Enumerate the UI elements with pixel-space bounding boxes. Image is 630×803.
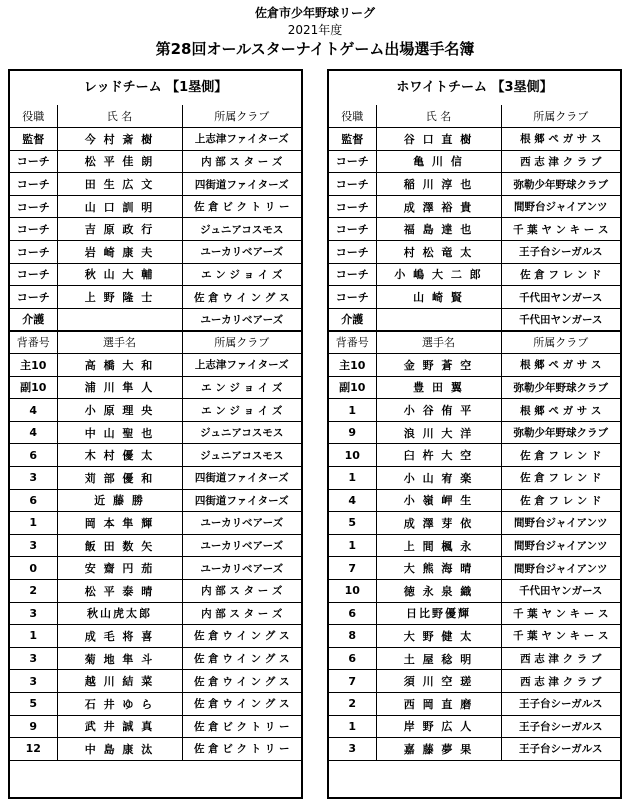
league-name: 佐倉市少年野球リーグ: [254, 6, 375, 20]
staff-row: [10, 286, 301, 309]
player-row: [329, 557, 620, 580]
player-club: 間野台ジャイアンツ: [501, 512, 620, 535]
staff-role: コーチ: [329, 241, 376, 264]
player-row: [329, 489, 620, 512]
player-name: 小 谷 侑 平: [376, 399, 501, 422]
player-number: 3: [10, 670, 57, 693]
staff-club: 弥勒少年野球クラブ: [501, 173, 620, 196]
staff-role: コーチ: [329, 263, 376, 286]
player-club: 佐 倉 ウ イ ン グ ス: [182, 647, 301, 670]
player-club: 間野台ジャイアンツ: [501, 557, 620, 580]
staff-row: [10, 128, 301, 151]
staff-name: 山 崎 賢: [376, 286, 501, 309]
staff-role: 介護: [329, 308, 376, 331]
staff-name: 村 松 竜 太: [376, 241, 501, 264]
player-name: 成 毛 将 喜: [57, 625, 182, 648]
player-club: 王子台シーガルス: [501, 692, 620, 715]
staff-club: 四街道ファイターズ: [182, 173, 301, 196]
staff-club: 佐 倉 ビ ク ト リ ー: [182, 195, 301, 218]
player-club: エ ン ジ ョ イ ズ: [182, 376, 301, 399]
player-header-row: [329, 331, 620, 354]
player-header-row: [10, 331, 301, 354]
player-club: 王子台シーガルス: [501, 738, 620, 761]
player-row: [10, 692, 301, 715]
player-number: 2: [10, 579, 57, 602]
player-row: [10, 647, 301, 670]
club-column-header: 所属クラブ: [501, 331, 620, 354]
player-name: 嘉 藤 夢 果: [376, 738, 501, 761]
player-number: 3: [10, 602, 57, 625]
player-number: 1: [329, 467, 376, 490]
player-number: 0: [10, 557, 57, 580]
number-column-header: 背番号: [329, 331, 376, 354]
player-row: [10, 489, 301, 512]
player-number: 副10: [10, 376, 57, 399]
staff-role: コーチ: [10, 263, 57, 286]
player-row: [10, 670, 301, 693]
player-number: 8: [329, 625, 376, 648]
player-name: 安 齋 円 茄: [57, 557, 182, 580]
club-column-header: 所属クラブ: [182, 105, 301, 128]
player-row: [329, 738, 620, 761]
player-row: [329, 354, 620, 377]
player-club: 西 志 津 ク ラ ブ: [501, 647, 620, 670]
staff-name: 松 平 佳 朗: [57, 150, 182, 173]
player-club: 佐 倉 ウ イ ン グ ス: [182, 670, 301, 693]
staff-club: 王子台シーガルス: [501, 241, 620, 264]
staff-club: ジュニアコスモス: [182, 218, 301, 241]
player-name: 日比野優輝: [376, 602, 501, 625]
name-column-header: 氏 名: [57, 105, 182, 128]
staff-role: コーチ: [10, 286, 57, 309]
player-name: 中 山 聖 也: [57, 421, 182, 444]
player-number: 2: [329, 692, 376, 715]
player-name-column-header: 選手名: [376, 331, 501, 354]
player-number: 7: [329, 557, 376, 580]
player-club: 王子台シーガルス: [501, 715, 620, 738]
player-club: 弥勒少年野球クラブ: [501, 421, 620, 444]
staff-row: [329, 263, 620, 286]
staff-role: 介護: [10, 308, 57, 331]
player-club: ユーカリベアーズ: [182, 512, 301, 535]
staff-name: 山 口 訓 明: [57, 195, 182, 218]
player-row: [329, 647, 620, 670]
player-name: 近 藤 勝: [57, 489, 182, 512]
player-club: 弥勒少年野球クラブ: [501, 376, 620, 399]
player-row: [329, 579, 620, 602]
club-column-header: 所属クラブ: [182, 331, 301, 354]
player-row: [10, 399, 301, 422]
staff-name: 亀 川 信: [376, 150, 501, 173]
player-number: 3: [329, 738, 376, 761]
staff-row: [329, 173, 620, 196]
staff-club: ユーカリベアーズ: [182, 308, 301, 331]
player-row: [329, 625, 620, 648]
staff-club: ユーカリベアーズ: [182, 241, 301, 264]
white-team-roster-table: [329, 105, 620, 761]
player-row: [10, 444, 301, 467]
player-row: [329, 467, 620, 490]
season-year: 2021年度: [287, 23, 343, 37]
staff-row: [329, 218, 620, 241]
staff-role: コーチ: [10, 241, 57, 264]
player-club: 佐 倉 ウ イ ン グ ス: [182, 625, 301, 648]
staff-name: 秋 山 大 輔: [57, 263, 182, 286]
player-name: 須 川 空 瑳: [376, 670, 501, 693]
player-number: 1: [10, 512, 57, 535]
staff-row: [329, 150, 620, 173]
player-row: [10, 602, 301, 625]
staff-role: コーチ: [329, 286, 376, 309]
player-club: 千 葉 ヤ ン キ ー ス: [501, 602, 620, 625]
player-name: 小 原 理 央: [57, 399, 182, 422]
player-club: 内 部 ス タ ー ズ: [182, 602, 301, 625]
player-row: [329, 715, 620, 738]
player-row: [10, 579, 301, 602]
staff-name: 福 島 達 也: [376, 218, 501, 241]
player-number: 5: [10, 692, 57, 715]
player-name: 大 野 健 太: [376, 625, 501, 648]
player-number: 3: [10, 534, 57, 557]
player-club: 佐 倉 フ レ ン ド: [501, 467, 620, 490]
player-number: 12: [10, 738, 57, 761]
red-team-roster-table: [10, 105, 301, 761]
staff-row: [10, 218, 301, 241]
staff-row: [10, 241, 301, 264]
player-club: 内 部 ス タ ー ズ: [182, 579, 301, 602]
staff-header-row: [329, 105, 620, 128]
player-name: 成 澤 芽 依: [376, 512, 501, 535]
player-row: [329, 512, 620, 535]
staff-name: 小 嶋 大 二 郎: [376, 263, 501, 286]
player-number: 9: [10, 715, 57, 738]
staff-row: [10, 173, 301, 196]
player-number: 3: [10, 647, 57, 670]
player-name: 岡 本 隼 輝: [57, 512, 182, 535]
player-club: ジュニアコスモス: [182, 444, 301, 467]
player-name: 臼 杵 大 空: [376, 444, 501, 467]
player-number: 主10: [10, 354, 57, 377]
player-number: 10: [329, 579, 376, 602]
player-name: 金 野 蒼 空: [376, 354, 501, 377]
player-row: [10, 421, 301, 444]
player-row: [10, 534, 301, 557]
staff-name: 稲 川 淳 也: [376, 173, 501, 196]
staff-name: 田 生 広 文: [57, 173, 182, 196]
player-row: [10, 557, 301, 580]
player-club: 西 志 津 ク ラ ブ: [501, 670, 620, 693]
player-row: [10, 354, 301, 377]
staff-name: 吉 原 政 行: [57, 218, 182, 241]
player-name: 石 井 ゆ ら: [57, 692, 182, 715]
player-name: 土 屋 稔 明: [376, 647, 501, 670]
staff-club: エ ン ジ ョ イ ズ: [182, 263, 301, 286]
player-name: 浪 川 大 洋: [376, 421, 501, 444]
player-name: 菊 地 隼 斗: [57, 647, 182, 670]
player-club: 千 葉 ヤ ン キ ー ス: [501, 625, 620, 648]
player-row: [10, 738, 301, 761]
staff-name: 上 野 隆 士: [57, 286, 182, 309]
staff-role: コーチ: [329, 173, 376, 196]
team-title: ホワイトチーム 【3塁側】: [329, 71, 620, 106]
player-number: 5: [329, 512, 376, 535]
player-number: 6: [329, 647, 376, 670]
player-club: 佐 倉 フ レ ン ド: [501, 489, 620, 512]
staff-row: [329, 128, 620, 151]
player-number: 10: [329, 444, 376, 467]
staff-name: 成 澤 裕 貴: [376, 195, 501, 218]
player-name: 上 間 楓 永: [376, 534, 501, 557]
player-name: 小 嶺 岬 生: [376, 489, 501, 512]
staff-row: [329, 308, 620, 331]
staff-club: 千 葉 ヤ ン キ ー ス: [501, 218, 620, 241]
player-name: 小 山 宥 楽: [376, 467, 501, 490]
role-column-header: 役職: [10, 105, 57, 128]
staff-club: 間野台ジャイアンツ: [501, 195, 620, 218]
staff-row: [10, 308, 301, 331]
red-team-panel: [8, 69, 303, 799]
staff-role: コーチ: [329, 195, 376, 218]
staff-club: 根 郷 ペ ガ サ ス: [501, 128, 620, 151]
player-number: 副10: [329, 376, 376, 399]
player-club: 間野台ジャイアンツ: [501, 534, 620, 557]
staff-name: 今 村 斎 樹: [57, 128, 182, 151]
player-name: 飯 田 数 矢: [57, 534, 182, 557]
staff-row: [10, 263, 301, 286]
player-row: [329, 421, 620, 444]
player-name: 木 村 優 太: [57, 444, 182, 467]
staff-club: 佐 倉 ウ イ ン グ ス: [182, 286, 301, 309]
player-club: ユーカリベアーズ: [182, 534, 301, 557]
player-row: [329, 602, 620, 625]
player-name: 徳 永 泉 織: [376, 579, 501, 602]
player-row: [329, 692, 620, 715]
player-name-column-header: 選手名: [57, 331, 182, 354]
player-name: 秋山虎太郎: [57, 602, 182, 625]
staff-role: 監督: [329, 128, 376, 151]
staff-name: 谷 口 直 樹: [376, 128, 501, 151]
player-name: 西 岡 直 磨: [376, 692, 501, 715]
player-number: 4: [10, 421, 57, 444]
player-row: [329, 534, 620, 557]
player-row: [10, 715, 301, 738]
staff-role: コーチ: [10, 218, 57, 241]
staff-club: 千代田ヤンガース: [501, 308, 620, 331]
player-row: [329, 670, 620, 693]
staff-role: コーチ: [10, 150, 57, 173]
player-number: 3: [10, 467, 57, 490]
player-club: 上志津ファイターズ: [182, 354, 301, 377]
name-column-header: 氏 名: [376, 105, 501, 128]
staff-role: 監督: [10, 128, 57, 151]
number-column-header: 背番号: [10, 331, 57, 354]
player-name: 浦 川 隼 人: [57, 376, 182, 399]
staff-row: [10, 150, 301, 173]
player-name: 越 川 結 菜: [57, 670, 182, 693]
player-number: 4: [329, 489, 376, 512]
player-row: [10, 376, 301, 399]
staff-name: [376, 308, 501, 331]
staff-row: [329, 241, 620, 264]
player-club: 佐 倉 ビ ク ト リ ー: [182, 715, 301, 738]
player-row: [329, 376, 620, 399]
player-name: 高 橋 大 和: [57, 354, 182, 377]
staff-row: [329, 286, 620, 309]
player-number: 1: [329, 715, 376, 738]
player-number: 6: [329, 602, 376, 625]
player-number: 1: [329, 399, 376, 422]
player-row: [10, 512, 301, 535]
player-number: 9: [329, 421, 376, 444]
player-name: 松 平 泰 晴: [57, 579, 182, 602]
player-name: 武 井 誠 真: [57, 715, 182, 738]
player-club: エ ン ジ ョ イ ズ: [182, 399, 301, 422]
staff-role: コーチ: [10, 173, 57, 196]
player-club: ユーカリベアーズ: [182, 557, 301, 580]
player-number: 6: [10, 444, 57, 467]
player-name: 岸 野 広 人: [376, 715, 501, 738]
player-name: 大 熊 海 晴: [376, 557, 501, 580]
staff-club: 内 部 ス タ ー ズ: [182, 150, 301, 173]
player-row: [10, 625, 301, 648]
player-number: 7: [329, 670, 376, 693]
player-club: 四街道ファイターズ: [182, 467, 301, 490]
staff-role: コーチ: [329, 218, 376, 241]
player-club: 四街道ファイターズ: [182, 489, 301, 512]
player-number: 6: [10, 489, 57, 512]
player-club: 根 郷 ペ ガ サ ス: [501, 354, 620, 377]
white-team-panel: [327, 69, 622, 799]
staff-role: コーチ: [10, 195, 57, 218]
player-club: 根 郷 ペ ガ サ ス: [501, 399, 620, 422]
player-row: [10, 467, 301, 490]
team-title: レッドチーム 【1塁側】: [10, 71, 301, 106]
player-club: 千代田ヤンガース: [501, 579, 620, 602]
staff-name: [57, 308, 182, 331]
player-club: 佐 倉 ビ ク ト リ ー: [182, 738, 301, 761]
player-club: 佐 倉 ウ イ ン グ ス: [182, 692, 301, 715]
staff-name: 岩 崎 康 夫: [57, 241, 182, 264]
staff-header-row: [10, 105, 301, 128]
player-club: ジュニアコスモス: [182, 421, 301, 444]
player-row: [329, 399, 620, 422]
staff-club: 佐 倉 フ レ ン ド: [501, 263, 620, 286]
player-number: 1: [10, 625, 57, 648]
document-title: 第28回オールスターナイトゲーム出場選手名簿: [155, 40, 475, 58]
staff-club: 西 志 津 ク ラ ブ: [501, 150, 620, 173]
club-column-header: 所属クラブ: [501, 105, 620, 128]
staff-club: 千代田ヤンガース: [501, 286, 620, 309]
staff-club: 上志津ファイターズ: [182, 128, 301, 151]
player-number: 1: [329, 534, 376, 557]
staff-row: [10, 195, 301, 218]
player-name: 苅 部 優 和: [57, 467, 182, 490]
staff-row: [329, 195, 620, 218]
player-club: 佐 倉 フ レ ン ド: [501, 444, 620, 467]
player-number: 4: [10, 399, 57, 422]
player-row: [329, 444, 620, 467]
player-number: 主10: [329, 354, 376, 377]
player-name: 豊 田 翼: [376, 376, 501, 399]
staff-role: コーチ: [329, 150, 376, 173]
player-name: 中 島 康 汰: [57, 738, 182, 761]
role-column-header: 役職: [329, 105, 376, 128]
